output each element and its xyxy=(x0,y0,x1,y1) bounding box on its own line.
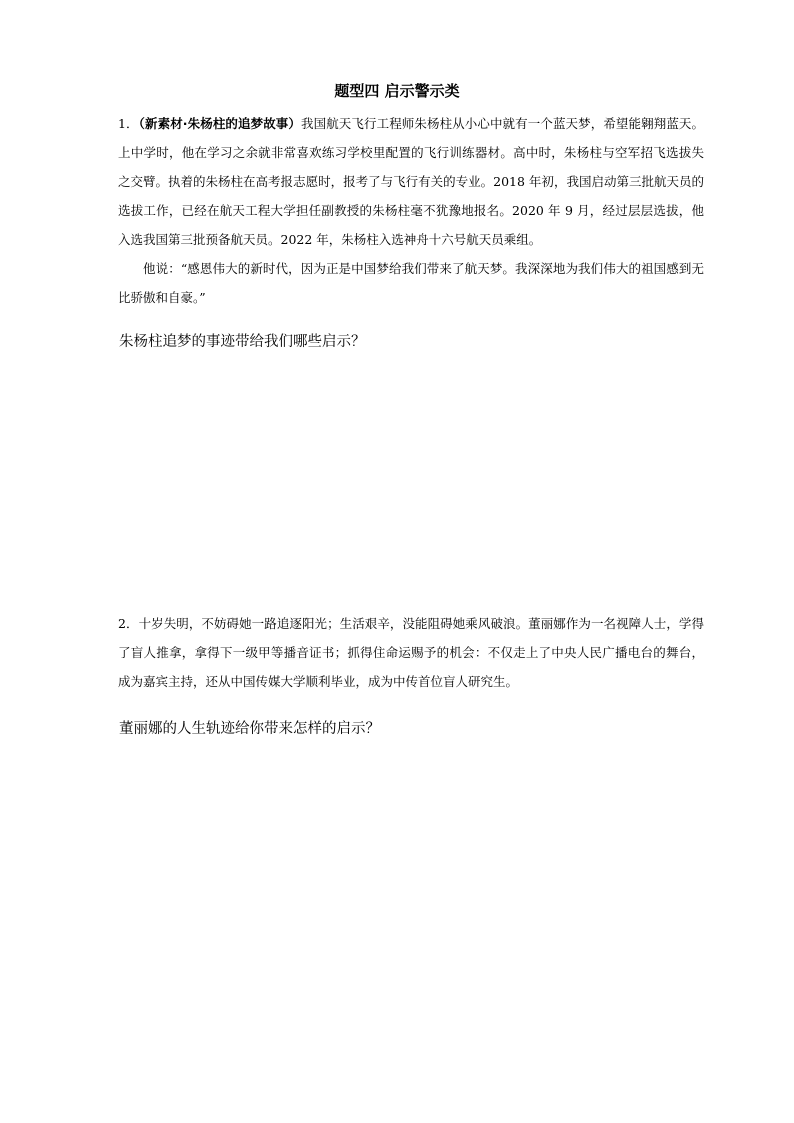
question-1-quote: 他说：“感恩伟大的新时代，因为正是中国梦给我们带来了航天梦。我深深地为我们伟大的祖国感到无比骄傲和自豪。” xyxy=(118,261,704,305)
question-2-paragraph xyxy=(118,609,704,696)
page-title: 题型四 启示警示类 xyxy=(334,82,460,100)
question-2-material xyxy=(118,609,704,696)
question-2-prompt xyxy=(118,718,704,740)
question-1-paragraph xyxy=(118,109,704,254)
question-1-prompt xyxy=(118,331,704,353)
question-1-text: 我国航天飞行工程师朱杨柱从小心中就有一个蓝天梦，希望能翱翔蓝天。上中学时，他在学习之余就非常喜欢练习学校里配置的飞行训练器材。高中时，朱杨柱与空军招飞选拔失之交臂。执着的朱杨柱在高考报志愿时，报考了与飞行有关的专业。2018 年初，我国启动第三批航天员的选拔工作，已经在航天工程大学担任副教授的朱杨柱毫不犹豫地报名。2020 年 9 月，经过层层选拔，他入选我国第三批预备航天员。2022 年，朱杨柱入选神舟十六号航天员乘组。 xyxy=(118,116,705,247)
question-2-prompt-text: 董丽娜的人生轨迹给你带来怎样的启示？ xyxy=(119,721,380,737)
question-1-material xyxy=(118,109,704,312)
question-1-source: （新素材·朱杨柱的追梦故事） xyxy=(138,116,302,131)
question-1-prompt-text: 朱杨柱追梦的事迹带给我们哪些启示？ xyxy=(119,334,366,350)
question-2-text: 十岁失明，不妨碍她一路追逐阳光；生活艰辛，没能阻碍她乘风破浪。董丽娜作为一名视障人士，学得了盲人推拿，拿得下一级甲等播音证书；抓得住命运赐予的机会：不仅走上了中央人民广播电台的舞台，成为嘉宾主持，还从中国传媒大学顺利毕业，成为中传首位盲人研究生。 xyxy=(118,616,704,689)
question-2-number: 2． xyxy=(118,616,139,631)
question-1-number: 1． xyxy=(118,116,139,131)
